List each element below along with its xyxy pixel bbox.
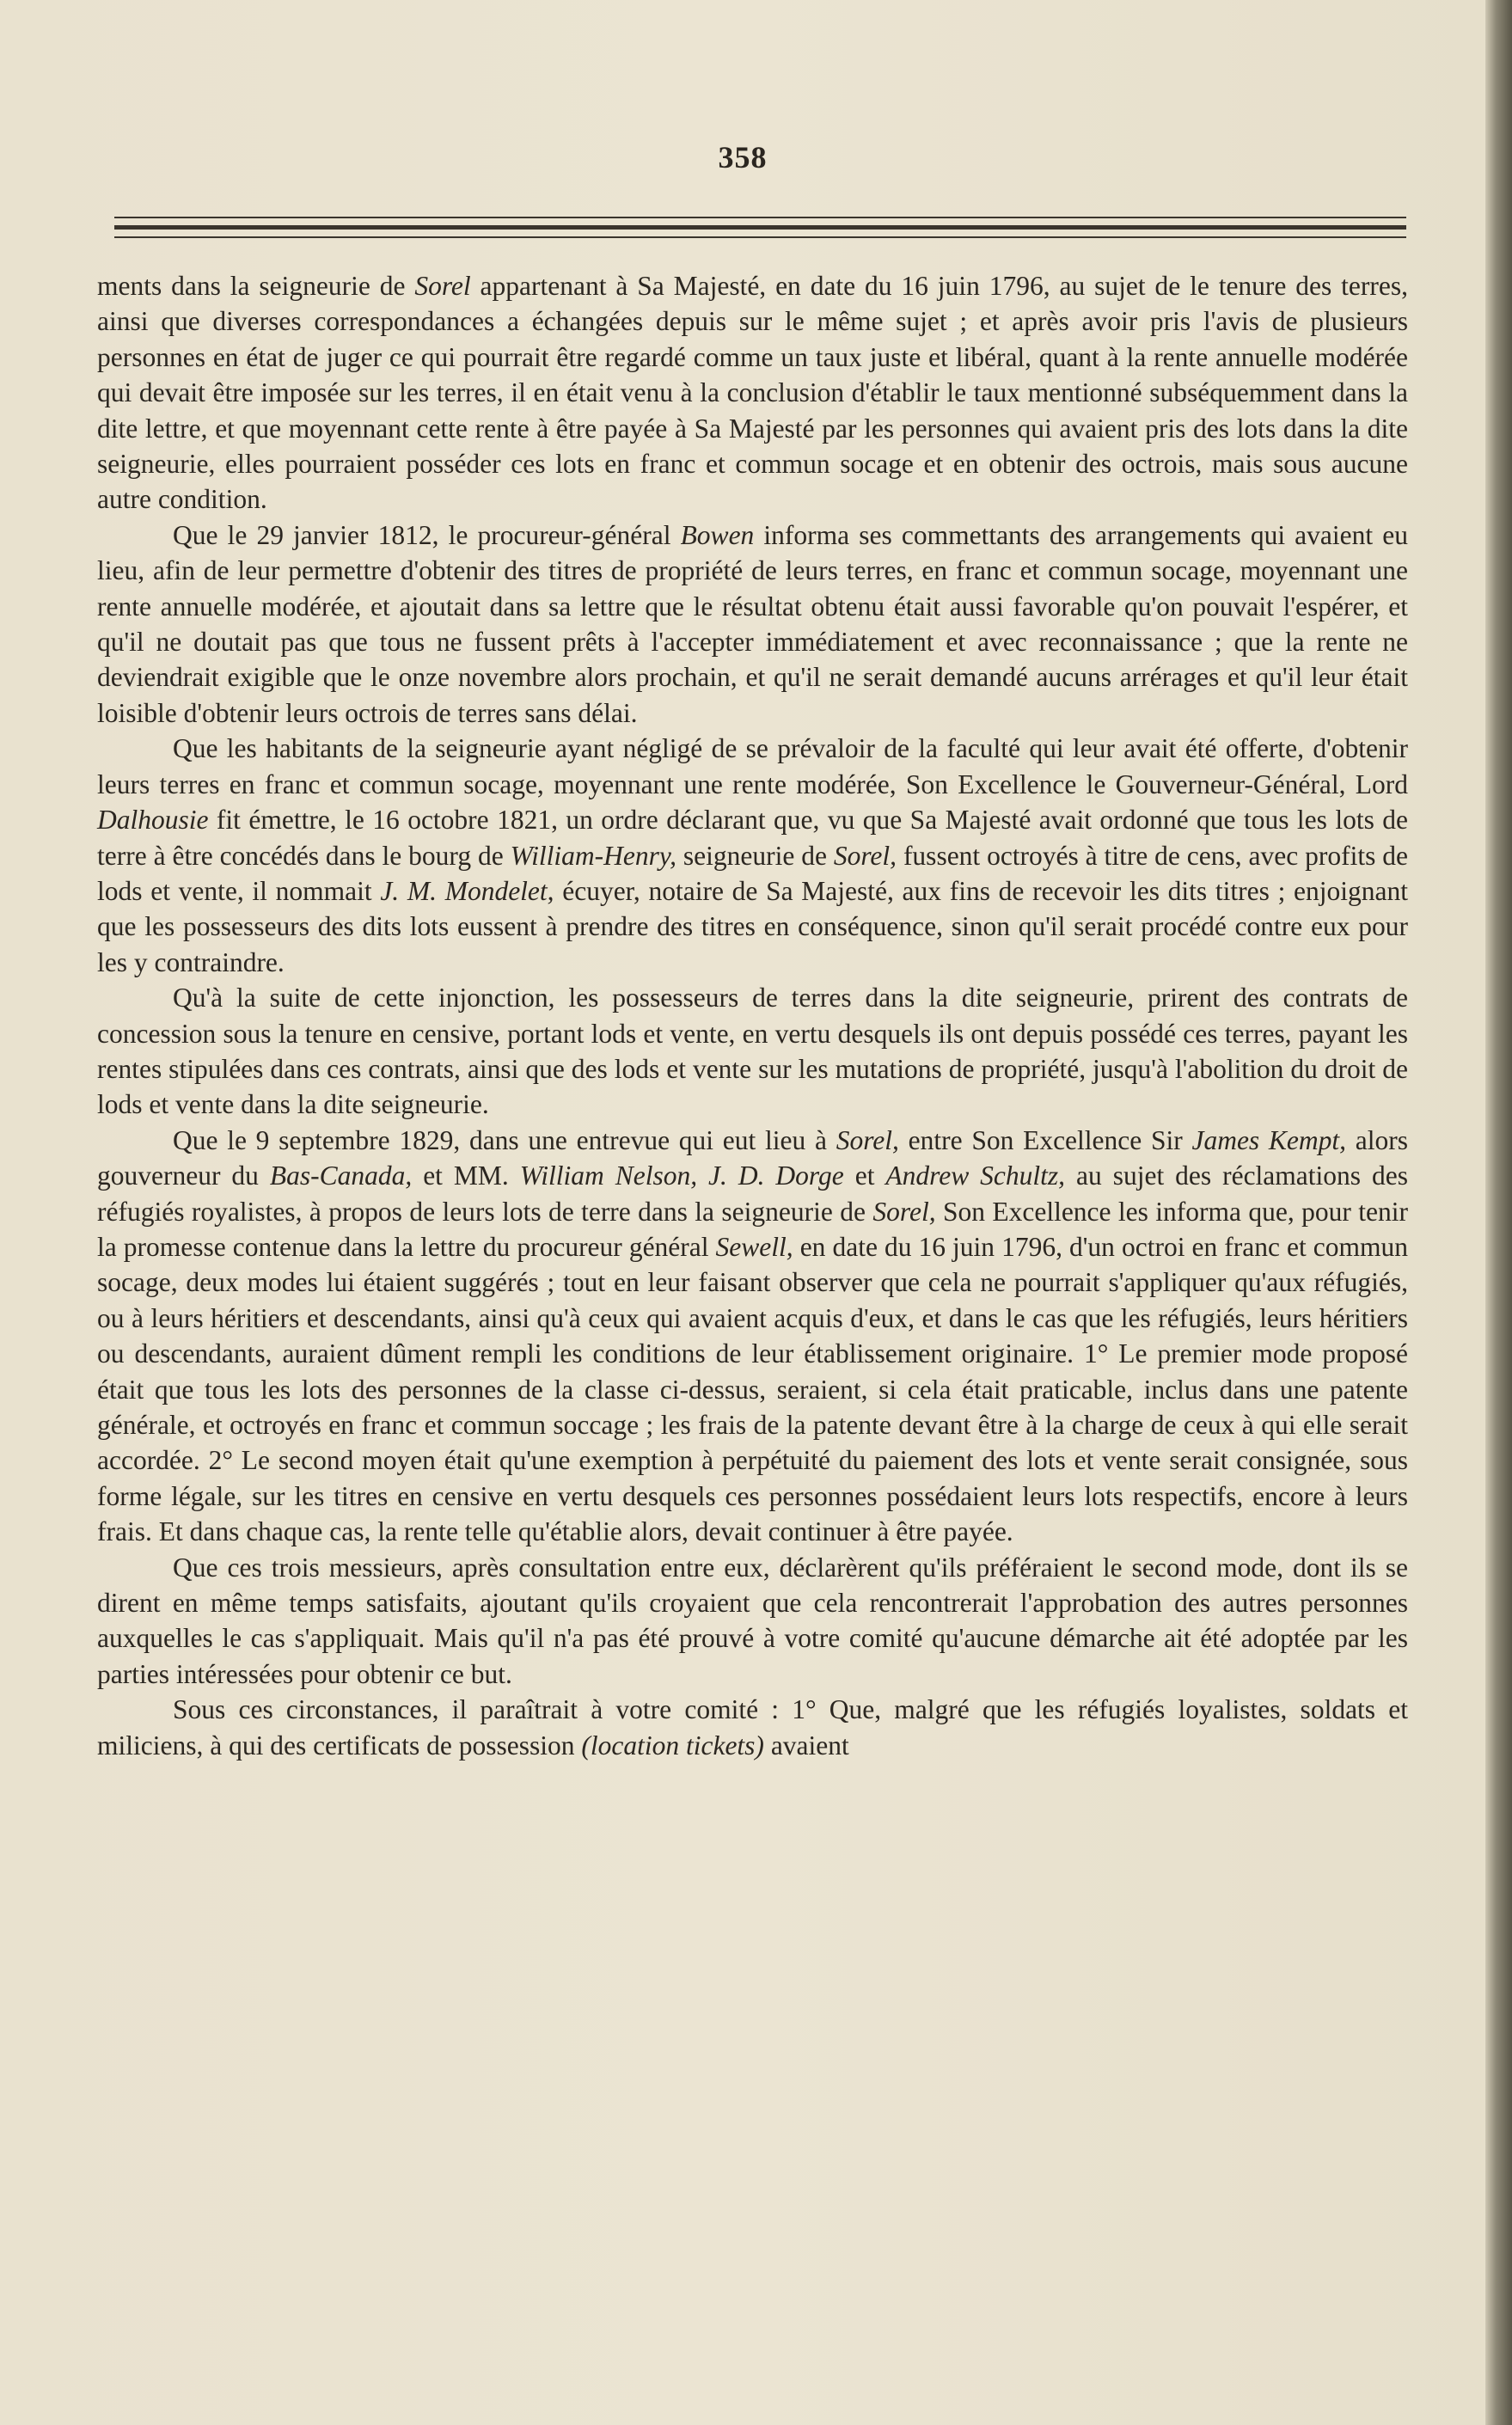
text-segment: fussent octroyés à titre de cens, avec profits de lods et vente, il nommait [97,840,1409,906]
italic-name: Sorel, [872,1196,936,1227]
header-rule-middle [114,225,1406,230]
text-segment: Son Excellence les informa que, pour tenir la promesse contenue dans la lettre du procureur général [97,1196,1408,1262]
italic-name: Sorel [414,271,471,301]
paragraph [97,1692,1408,1763]
italic-name: (location tickets) [581,1730,764,1761]
italic-name: Dalhousie [97,805,209,836]
paragraph [97,268,1408,517]
text-segment: Qu'à la suite de cette injonction, les possesseurs de terres dans la dite seigneurie, prirent des contrats de concession sous la tenure en censive, portant lods et vente, en vertu desquels ils ont depuis possédé ces terres, payant les rentes stipulées dans ces contrats, ainsi que des lods et vente sur les mutations de propriété, jusqu'à l'abolition du droit de lods et vente dans la dite seigneurie. [97,983,1408,1120]
italic-name: J. M. Mondelet, [380,875,554,906]
italic-name: William Nelson, J. D. Dorge [519,1160,844,1191]
page-number: 358 [718,140,768,175]
paragraph [97,1123,1408,1550]
text-segment: fit émettre, le 16 octobre 1821, un ordre déclarant que, vu que Sa Majesté avait ordonné que tous les lots de terre à être concédés dans le bourg de [97,805,1408,871]
page-edge [1485,0,1512,2425]
text-segment: seigneurie de [676,840,834,871]
text-segment: Que le 29 janvier 1812, le procureur-général [173,519,681,550]
text-segment: au sujet des réclamations des réfugiés royalistes, à propos de leurs lots de terre dans la seigneurie de [97,1160,1408,1227]
italic-name: Sorel, [836,1124,899,1155]
paragraph [97,731,1408,980]
text-segment: Que le 9 septembre 1829, dans une entrevue qui eut lieu à [173,1124,836,1155]
text-segment: en date du 16 juin 1796, d'un octroi en franc et commun socage, deux modes lui étaient suggérés ; tout en leur faisant observer que cela ne pourrait s'appliquer qu'aux réfugiés, ou à leurs héritiers et descendants, ainsi qu'à ceux qui avaient acquis d'eux, et dans le cas que les réfugiés, leurs héritiers ou descendants, auraient dûment rempli les conditions de leur établissement originaire. 1° Le premier mode proposé était que tous les lots des personnes de la classe ci-dessus, seraient, si cela était praticable, inclus dans une patente générale, et octroyés en franc et commun soccage ; les frais de la patente devant être à la charge de ceux à qui elle serait accordée. 2° Le second moyen était qu'une exemption à perpétuité du paiement des lots et vente serait consignée, sous forme légale, sur les titres en censive en vertu desquels ces personnes possédaient leurs lots respectifs, encore à leurs frais. Et dans chaque cas, la rente telle qu'établie alors, devait continuer à être payée. [97,1231,1408,1547]
header-rule-top [114,217,1406,218]
text-segment: et MM. [412,1160,520,1191]
italic-name: Andrew Schultz, [885,1160,1066,1191]
italic-name: Bowen [680,519,755,550]
italic-name: Sewell, [715,1231,793,1262]
italic-name: William-Henry, [510,840,676,871]
paragraph [97,980,1408,1123]
text-segment: entre Son Excellence Sir [898,1124,1192,1155]
text-segment: écuyer, notaire de Sa Majesté, aux fins de recevoir les dits titres ; enjoignant que les possesseurs des dits lots eussent à prendre des titres en conséquence, sinon qu'il serait procédé contre eux pour les y contraindre. [97,875,1408,977]
italic-name: James Kempt, [1191,1124,1347,1155]
body-text [97,268,1408,1763]
text-segment: Sous ces circonstances, il paraîtrait à votre comité : 1° Que, malgré que les réfugiés loyalistes, soldats et miliciens, à qui des certificats de possession [97,1694,1408,1761]
text-segment: Que les habitants de la seigneurie ayant négligé de se prévaloir de la faculté qui leur avait été offerte, d'obtenir leurs terres en franc et commun socage, moyennant une rente modérée, Son Excellence le Gouverneur-Général, Lord [97,733,1408,799]
paragraph [97,1550,1408,1693]
text-segment: avaient [763,1730,849,1761]
text-segment: ments dans la seigneurie de [97,271,415,301]
text-segment: Que ces trois messieurs, après consultation entre eux, déclarèrent qu'ils préféraient le second mode, dont ils se dirent en même temps satisfaits, ajoutant qu'ils croyaient que cela rencontrerait l'approbation des autres personnes auxquelles le cas s'appliquait. Mais qu'il n'a pas été prouvé à votre comité qu'aucune démarche ait été adoptée par les parties intéressées pour obtenir ce but. [97,1552,1408,1689]
italic-name: Bas-Canada, [269,1160,413,1191]
text-segment: alors gouverneur du [97,1124,1409,1191]
header-rule-bottom [114,236,1406,238]
text-segment: informa ses commettants des arrangements qui avaient eu lieu, afin de leur permettre d'obtenir des titres de propriété de leurs terres, en franc et commun socage, moyennant une rente annuelle modérée, et ajoutait dans sa lettre que le résultat obtenu était aussi favorable qu'on pouvait l'espérer, et qu'il ne doutait pas que tous ne fussent prêts à l'accepter immédiatement et avec reconnaissance ; que la rente ne deviendrait exigible que le onze novembre alors prochain, et qu'il ne serait demandé aucuns arrérages et qu'il leur était loisible d'obtenir leurs octrois de terres sans délai. [97,519,1408,728]
italic-name: Sorel, [833,840,897,871]
text-segment: et [843,1160,886,1191]
text-segment: appartenant à Sa Majesté, en date du 16 juin 1796, au sujet de le tenure des terres, ainsi que diverses correspondances a échangées depuis sur le même sujet ; et après avoir pris l'avis de plusieurs personnes en état de juger ce qui pourrait être regardé comme un taux juste et libéral, quant à la rente annuelle modérée qui devait être imposée sur les terres, il en était venu à la conclusion d'établir le taux mentionné subséquemment dans la dite lettre, et que moyennant cette rente à être payée à Sa Majesté par les personnes qui avaient pris des lots dans la dite seigneurie, elles pourraient posséder ces lots en franc et commun socage et en obtenir des octrois, mais sous aucune autre condition. [97,271,1408,515]
paragraph [97,517,1408,731]
